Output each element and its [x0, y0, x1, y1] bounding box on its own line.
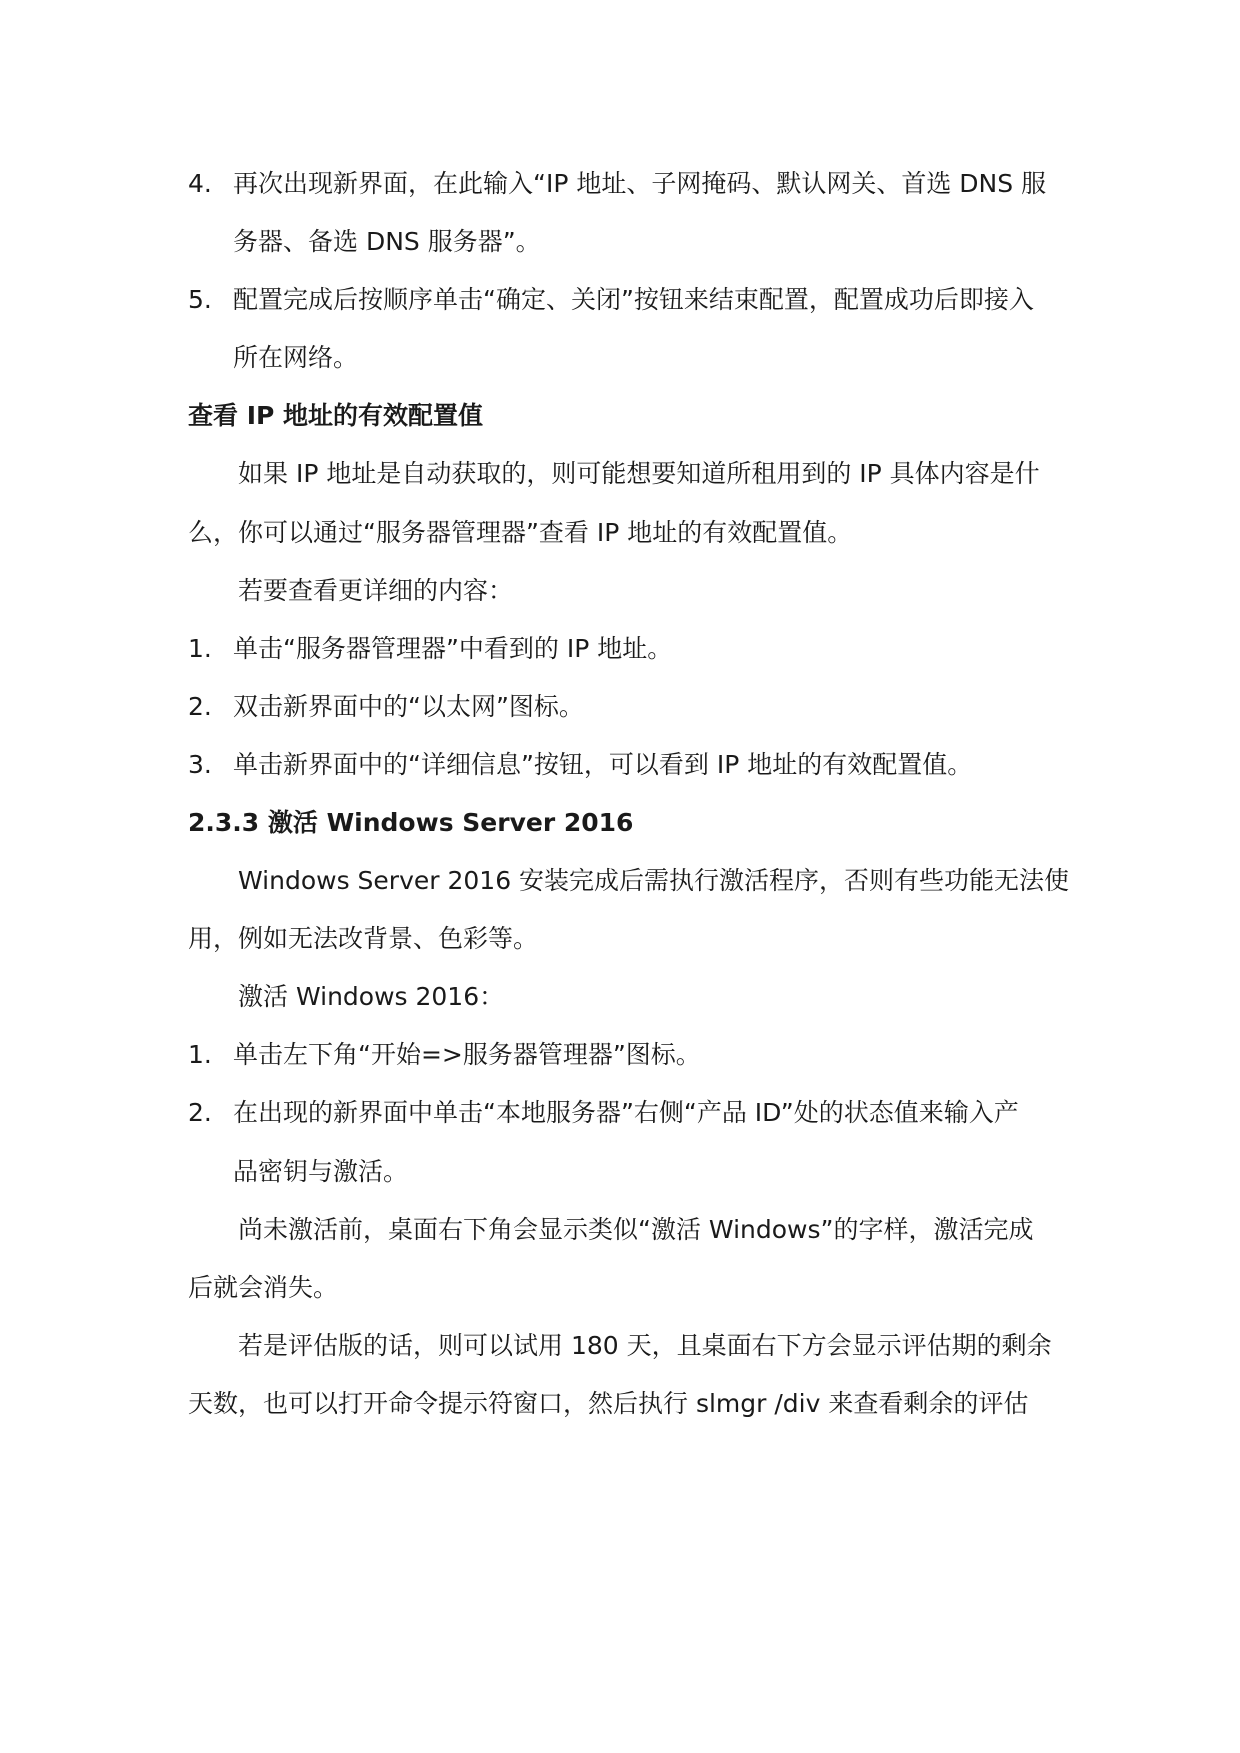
- paragraph-text: 么，你可以通过“服务器管理器”查看 IP 地址的有效配置值。: [188, 518, 853, 547]
- paragraph-text: 后就会消失。: [188, 1273, 339, 1302]
- list-number: 1.: [188, 1040, 212, 1069]
- list-number: 2.: [188, 1098, 212, 1127]
- list-text: 单击新界面中的“详细信息”按钮，可以看到 IP 地址的有效配置值。: [233, 750, 973, 779]
- paragraph-text: 用，例如无法改背景、色彩等。: [188, 924, 539, 953]
- list-text: 再次出现新界面，在此输入“IP 地址、子网掩码、默认网关、首选 DNS 服: [233, 169, 1047, 198]
- list-text: 所在网络。: [233, 343, 359, 372]
- heading-text: 查看 IP 地址的有效配置值: [188, 401, 484, 430]
- list-text: 务器、备选 DNS 服务器”。: [233, 227, 541, 256]
- heading-text: 2.3.3 激活 Windows Server 2016: [188, 808, 634, 837]
- list-text: 配置完成后按顺序单击“确定、关闭”按钮来结束配置，配置成功后即接入: [233, 285, 1034, 314]
- list-number: 2.: [188, 692, 212, 721]
- list-text: 单击“服务器管理器”中看到的 IP 地址。: [233, 634, 673, 663]
- list-text: 在出现的新界面中单击“本地服务器”右侧“产品 ID”处的状态值来输入产: [233, 1098, 1019, 1127]
- paragraph-text: Windows Server 2016 安装完成后需执行激活程序，否则有些功能无法使: [238, 866, 1070, 895]
- paragraph-text: 若要查看更详细的内容：: [238, 576, 514, 605]
- list-text: 双击新界面中的“以太网”图标。: [233, 692, 584, 721]
- paragraph-text: 若是评估版的话，则可以试用 180 天，且桌面右下方会显示评估期的剩余: [238, 1331, 1052, 1360]
- list-number: 1.: [188, 634, 212, 663]
- list-text: 品密钥与激活。: [233, 1157, 409, 1186]
- paragraph-text: 尚未激活前，桌面右下角会显示类似“激活 Windows”的字样，激活完成: [238, 1215, 1034, 1244]
- paragraph-text: 激活 Windows 2016：: [238, 982, 505, 1011]
- list-number: 4.: [188, 169, 212, 198]
- paragraph-text: 天数，也可以打开命令提示符窗口，然后执行 slmgr /div 来查看剩余的评估: [188, 1389, 1029, 1418]
- list-number: 3.: [188, 750, 212, 779]
- list-number: 5.: [188, 285, 212, 314]
- list-text: 单击左下角“开始=>服务器管理器”图标。: [233, 1040, 701, 1069]
- paragraph-text: 如果 IP 地址是自动获取的，则可能想要知道所租用到的 IP 具体内容是什: [238, 459, 1040, 488]
